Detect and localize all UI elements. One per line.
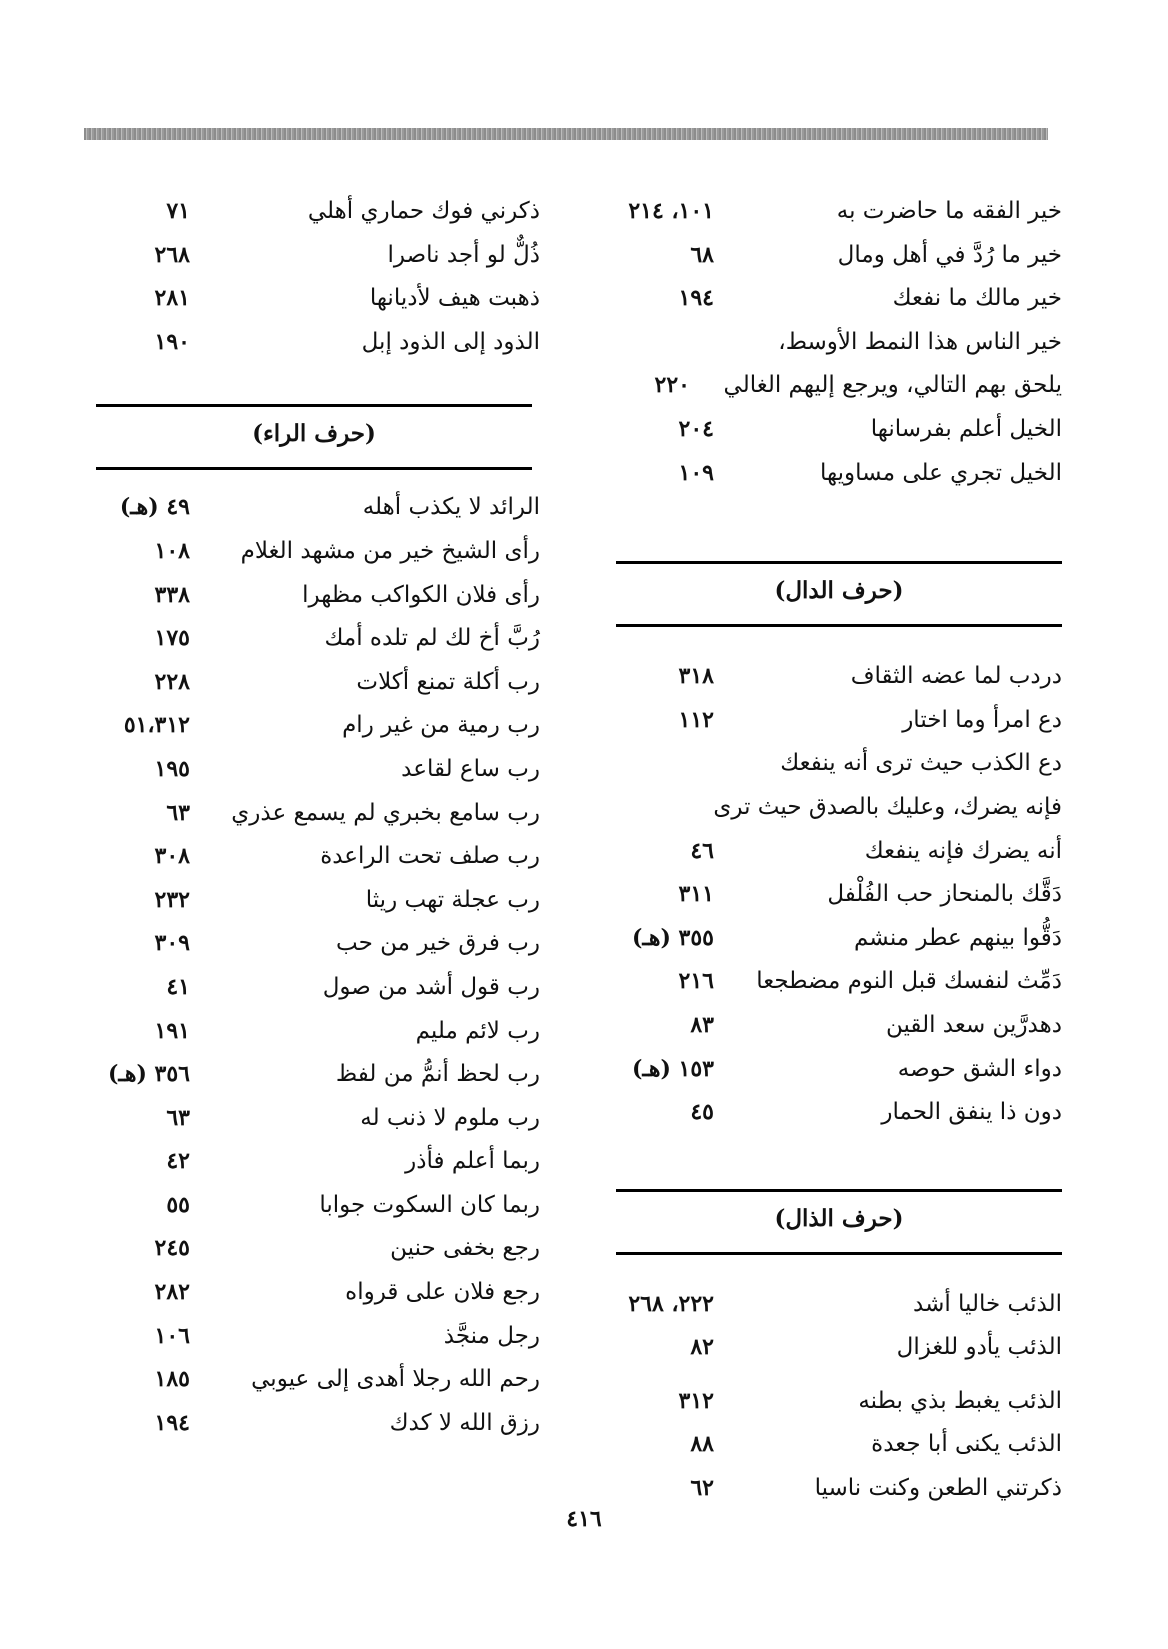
entry-text: رجع بخفى حنين [390,1235,540,1262]
list-item [84,1184,540,1228]
entry-text: رب سامع بخبري لم يسمع عذري [231,799,540,826]
entry-pages: ٣١٨ [678,663,714,690]
entry-text: رزق الله لا كدك [389,1409,540,1436]
list-item [84,1097,540,1141]
list-item [84,1402,540,1446]
list-item [84,1358,540,1402]
entry-text: رب أكلة تمنع أكلات [356,668,540,695]
entry-pages: ٤٢ [166,1148,190,1175]
entry-pages: ٧١ [166,198,190,224]
entry-text: رأى فلان الكواكب مظهرا [302,581,540,608]
entry-text: دَقَّك بالمنحاز حب الفُلْفل [827,881,1062,908]
entry-text: ذهبت هيف لأديانها [369,285,540,312]
list-item [84,661,540,705]
list-item [84,321,540,365]
list-item [596,321,1062,365]
entry-pages: ٤١ [166,973,190,1000]
entry-pages: ٨٣ [690,1011,714,1038]
entry-pages: ٣٥٥ (هـ) [632,924,714,951]
entry-pages: ١٠٨ [154,537,190,564]
list-item [596,917,1062,961]
entry-text: ذكرني فوك حماري أهلي [307,198,540,224]
list-item [84,835,540,879]
entry-pages: ٢٢٠ [654,372,690,399]
list-item [596,1283,1062,1327]
ra-entries [84,486,540,1445]
entry-text: دَمِّث لنفسك قبل النوم مضطجعا [756,968,1062,995]
list-item [84,748,540,792]
entry-pages: ١٨٥ [154,1366,190,1393]
entry-pages: ٣٠٩ [154,930,190,957]
entry-text: ربما أعلم فأذر [405,1148,540,1175]
list-item [84,1140,540,1184]
list-item [84,574,540,618]
list-item [84,1053,540,1097]
entry-text: رُبَّ أخ لك لم تلده أمك [324,625,540,652]
entry-pages: ٢٦٨ [154,241,190,268]
entry-pages: ٢١٦ [678,968,714,995]
list-item [596,1423,1062,1467]
entry-text: يلحق بهم التالي، ويرجع إليهم الغالي [723,372,1062,399]
entry-pages: ٢٠٤ [678,415,714,442]
list-item [84,922,540,966]
entry-text: رجع فلان على قرواه [345,1279,540,1306]
list-item [596,1326,1062,1370]
entry-text: رب ملوم لا ذنب له [360,1104,540,1131]
list-item [596,655,1062,699]
section-title: (حرف الدال) [774,577,904,605]
entry-pages: ٣١١ [678,881,714,908]
list-item [84,530,540,574]
entry-pages: ١٩٤ [154,1409,190,1436]
list-item [596,830,1062,874]
entry-text: دع الكذب حيث ترى أنه ينفعك [780,750,1062,777]
entry-text: الخيل أعلم بفرسانها [870,415,1062,442]
entry-text: الذئب يأدو للغزال [896,1334,1062,1361]
list-item [84,792,540,836]
entry-text: دون ذا ينفق الحمار [881,1099,1062,1126]
entry-text: رب قول أشد من صول [322,973,540,1000]
entry-pages: ٤٦ [690,837,714,864]
entry-pages: ٣١٢ [678,1387,714,1414]
entry-text: دَقُّوا بينهم عطر منشم [854,924,1062,951]
list-item [84,1227,540,1271]
entry-text: رجل منجَّذ [443,1322,540,1349]
right-column [596,190,1062,1511]
left-column [84,190,540,1445]
list-item [84,1315,540,1359]
entry-pages: ٢٨١ [154,285,190,312]
entry-pages: ٦٣ [166,799,190,826]
list-item [596,452,1062,496]
entry-pages: ٦٣ [166,1104,190,1131]
entry-text: أنه يضرك فإنه ينفعك [864,837,1062,864]
dhal-entries [596,1283,1062,1511]
list-item [84,879,540,923]
section-heading-dal [616,561,1062,627]
entry-text: دهدرَّين سعد القين [885,1011,1062,1038]
list-item [596,234,1062,278]
entry-text: رب لائم مليم [415,1017,540,1044]
entry-text: خير ما رُدَّ في أهل ومال [837,241,1062,268]
entry-text: دع امرأ وما اختار [902,706,1062,733]
entry-pages: ٣٣٨ [154,581,190,608]
list-item [596,1467,1062,1511]
entry-text: الذئب يكنى أبا جعدة [871,1431,1062,1458]
entry-text: ربما كان السكوت جوابا [319,1191,540,1218]
entry-text: الذئب خاليا أشد [913,1290,1062,1317]
top-decorative-rule [84,128,1048,140]
entry-pages: ١٥٣ (هـ) [632,1055,714,1082]
list-item [596,1380,1062,1424]
list-item [84,966,540,1010]
kha-entries [596,190,1062,495]
entry-text: رب عجلة تهب ريثا [365,886,540,913]
list-item [596,190,1062,234]
entry-text: رحم الله رجلا أهدى إلى عيوبي [251,1366,540,1393]
entry-pages: ١٩١ [154,1017,190,1044]
entry-text: ذكرتني الطعن وكنت ناسيا [814,1475,1062,1502]
entry-pages: ١٧٥ [154,625,190,652]
entry-text: دواء الشق حوصه [897,1055,1062,1082]
entry-text: خير الفقه ما حاضرت به [836,198,1062,224]
list-item [596,408,1062,452]
entry-pages: ١٩٤ [678,285,714,312]
entry-pages: ٥١،٣١٢ [123,712,190,739]
entry-text: دردب لما عضه الثقاف [850,663,1062,690]
entry-text: رأى الشيخ خير من مشهد الغلام [240,537,540,564]
entry-pages: ٢٨٢ [154,1279,190,1306]
entry-pages: ٥٥ [166,1191,190,1218]
list-item [596,277,1062,321]
entry-pages: ٨٨ [690,1431,714,1458]
section-heading-dhal [616,1189,1062,1255]
list-item [596,1048,1062,1092]
entry-text: الذود إلى الذود إبل [361,328,540,355]
entry-pages: ٨٢ [690,1334,714,1361]
list-item [84,234,540,278]
dal-entries [596,655,1062,1135]
entry-pages: ٢٢٢، ٢٦٨ [628,1290,714,1317]
entry-text: رب رمية من غير رام [342,712,540,739]
entry-text: رب فرق خير من حب [335,930,540,957]
list-item [596,960,1062,1004]
entry-text: ذُلٌّ لو أجد ناصرا [387,241,540,268]
entry-text: الرائد لا يكذب أهله [362,494,540,521]
list-item [84,704,540,748]
entry-pages: ١٩٠ [154,328,190,355]
section-heading-ra [96,404,532,470]
entry-text: الخيل تجري على مساويها [820,459,1062,486]
entry-pages: ٤٩ (هـ) [119,494,190,521]
entry-text: الذئب يغبط بذي بطنه [858,1387,1062,1414]
entry-pages: ٣٠٨ [154,843,190,870]
list-item [596,1004,1062,1048]
list-item [596,873,1062,917]
entry-text: رب صلف تحت الراعدة [320,843,540,870]
entry-text: فإنه يضرك، وعليك بالصدق حيث ترى [713,793,1062,820]
entry-pages: ١١٢ [678,706,714,733]
entry-pages: ٦٢ [690,1475,714,1502]
list-item [596,786,1062,830]
entry-pages: ١٠٦ [154,1322,190,1349]
list-item [84,486,540,530]
entry-pages: ٢٢٨ [154,668,190,695]
entry-pages: ٤٥ [690,1099,714,1126]
dhal-continued-entries [84,190,540,364]
list-item [84,617,540,661]
page-number: ٤١٦ [566,1506,602,1532]
entry-pages: ١٠١، ٢١٤ [628,198,714,224]
list-item [84,190,540,234]
list-item [84,277,540,321]
entry-pages: ٢٣٢ [154,886,190,913]
entry-pages: ٣٥٦ (هـ) [108,1061,190,1088]
entry-text: رب لحظ أنمُّ من لفظ [335,1061,540,1088]
entry-text: رب ساع لقاعد [401,755,540,782]
list-item [84,1010,540,1054]
entry-pages: ١٠٩ [678,459,714,486]
list-item [596,1091,1062,1135]
entry-pages: ٢٤٥ [154,1235,190,1262]
entry-text: خير الناس هذا النمط الأوسط، [778,328,1062,355]
list-item [596,742,1062,786]
list-item [84,1271,540,1315]
section-title: (حرف الراء) [252,420,376,448]
entry-pages: ١٩٥ [154,755,190,782]
entry-pages: ٦٨ [690,241,714,268]
entry-text: خير مالك ما نفعك [892,285,1062,312]
list-item [596,699,1062,743]
section-title: (حرف الذال) [774,1204,904,1232]
list-item [596,364,1062,408]
